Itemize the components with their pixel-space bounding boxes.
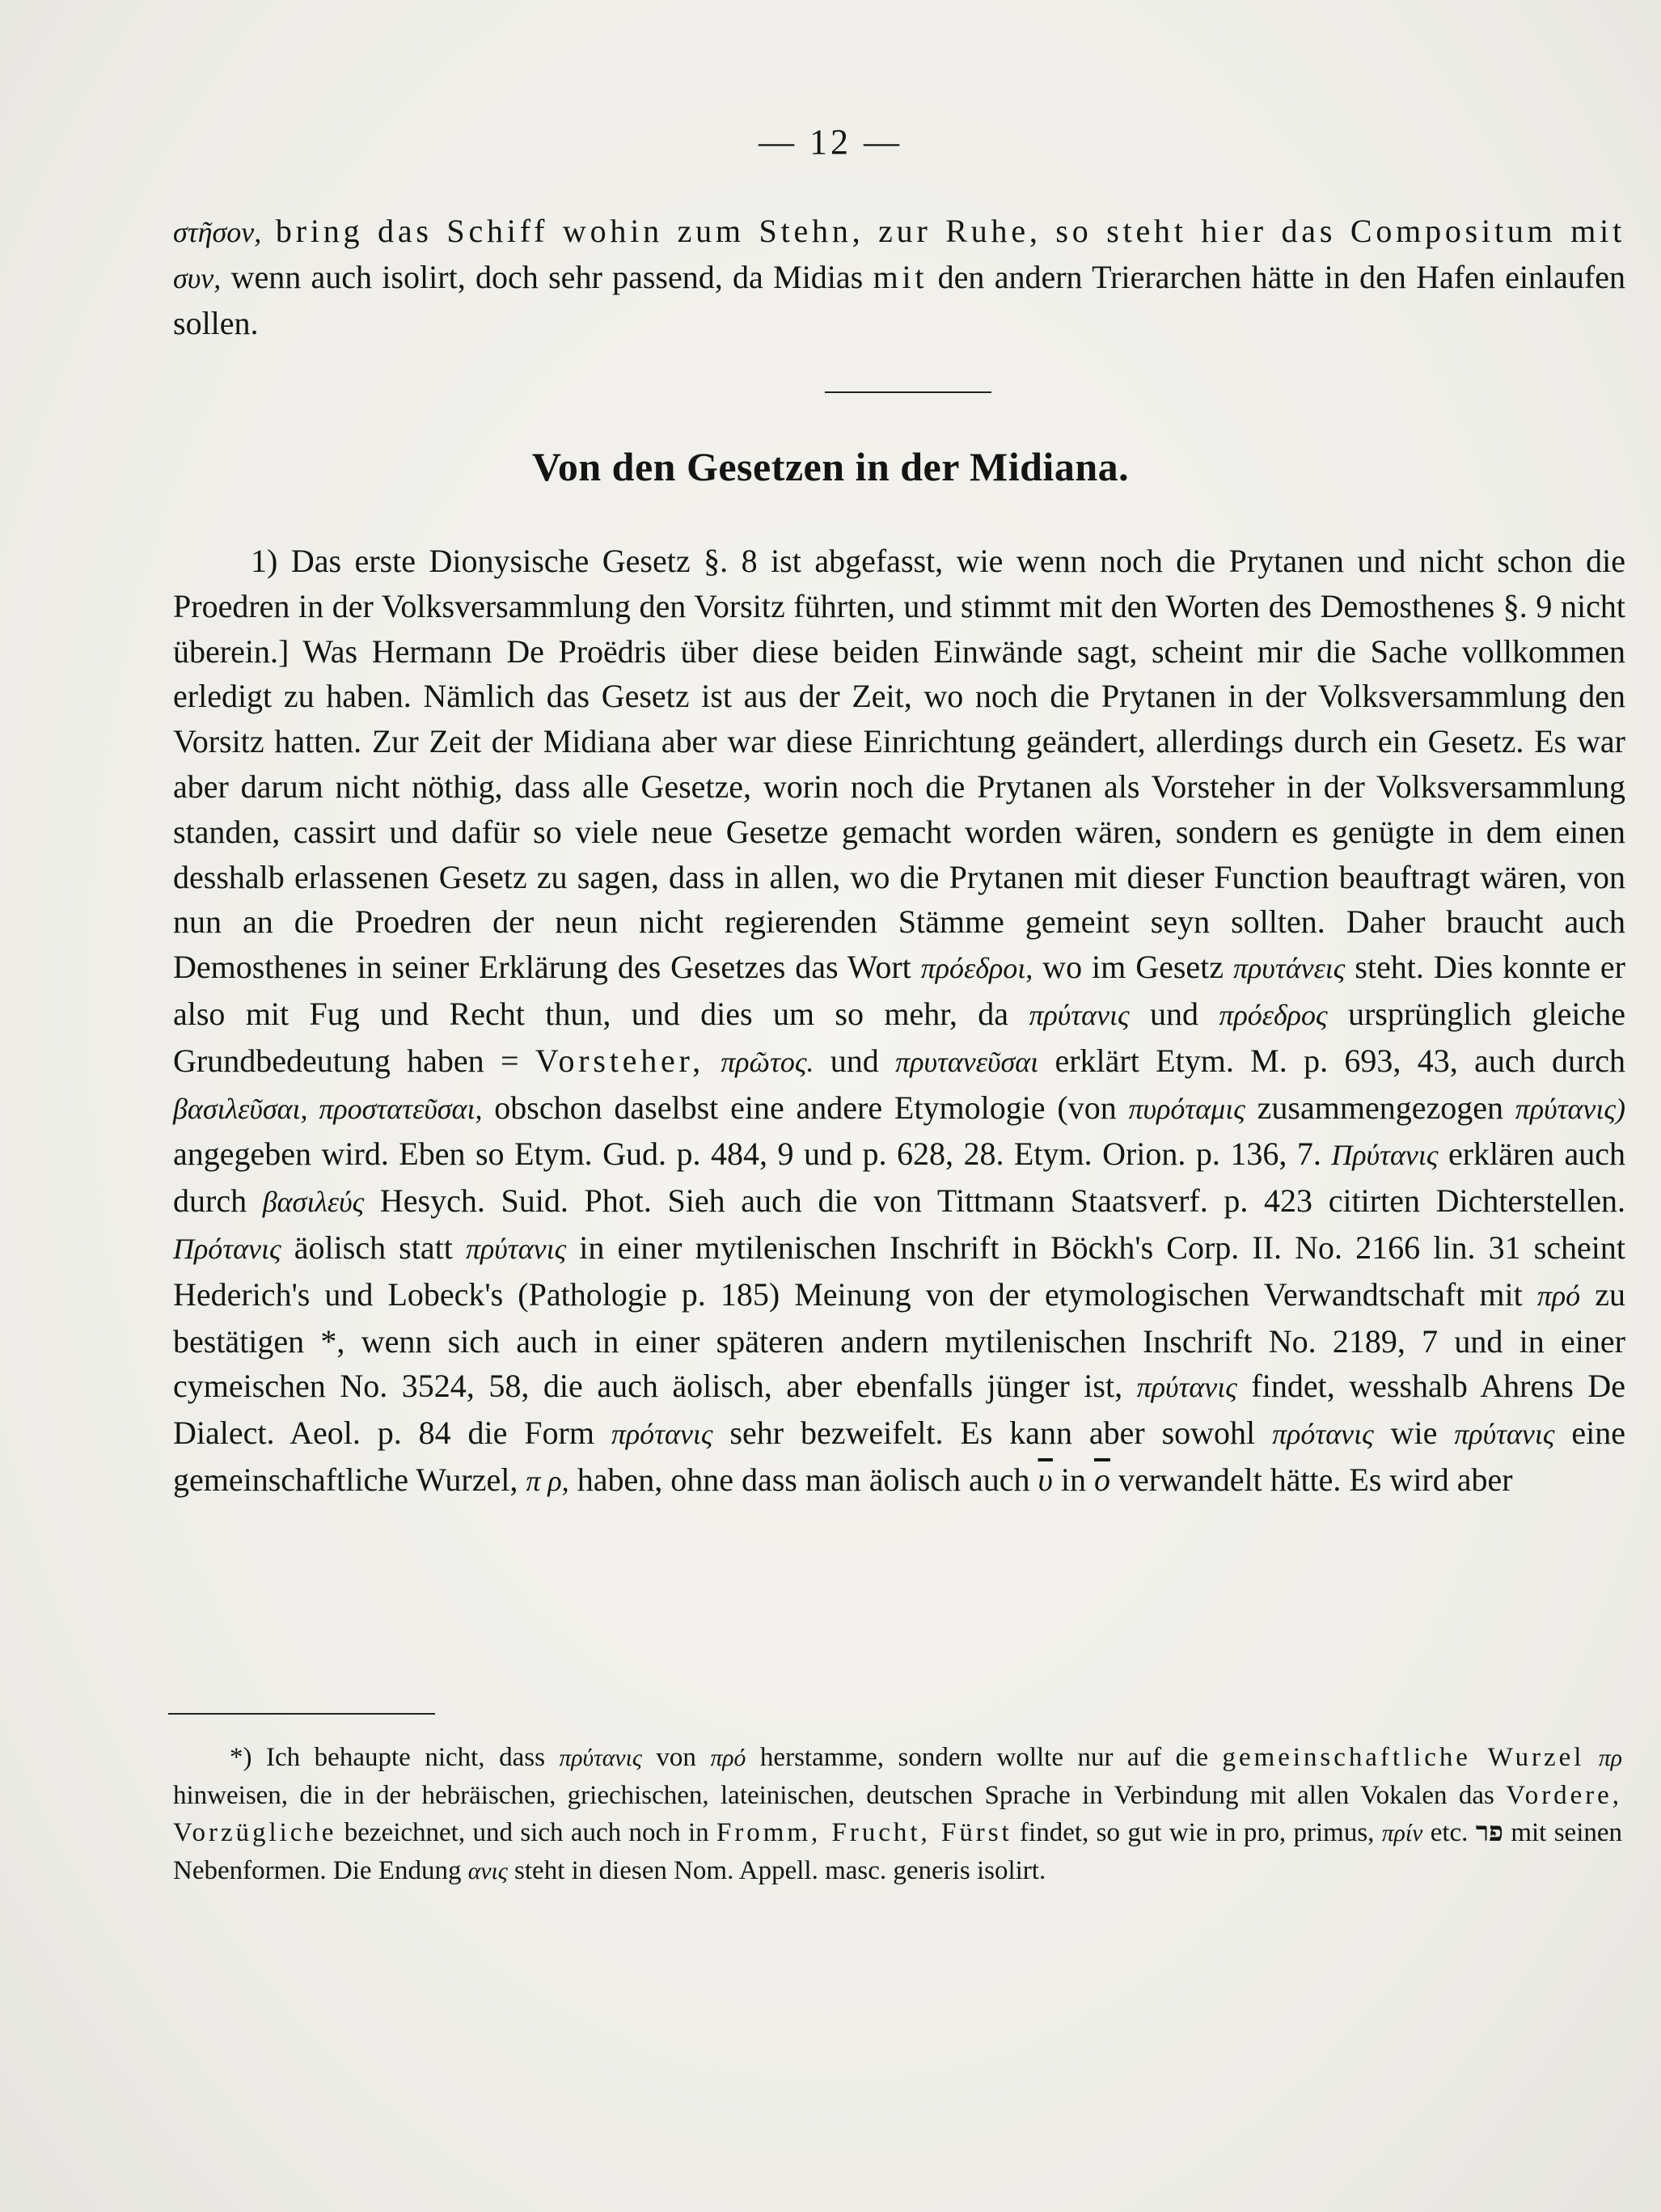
greek-word: πυρόταμις — [1128, 1092, 1245, 1125]
body-text: sehr bezweifelt. Es kann aber sowohl — [712, 1415, 1273, 1452]
greek-word: πρῶτος. — [721, 1045, 814, 1078]
greek-word: πρύτανις) — [1515, 1092, 1625, 1125]
intro-text: den andern Trierarchen hätte in den Hafen einlaufen sollen. — [173, 259, 1625, 341]
intro-text: bring das Schiff wohin zum Stehn, zur Ruhe, so steht hier das Compositum mit — [261, 213, 1625, 249]
overlined-letter: $\overline{o}$ — [1094, 1461, 1110, 1498]
greek-word: στῆσον, — [173, 216, 262, 248]
emphasis-word: Fromm, Frucht, Fürst — [716, 1818, 1012, 1847]
body-text: 1) Das erste Dionysische Gesetz §. 8 ist abgefasst, wie wenn noch die Prytanen und nicht schon die Proedren in der Volksversammlung den Vorsitz führten, und stimmt mit den Worten des Demosthenes §. 9 nicht überein.] Was Hermann De Proëdris über diese beiden Einwände sagt, scheint mir die Sache vollkommen erledigt zu haben. Nämlich das Gesetz ist aus der Zeit, wo noch die Prytanen in der Volksversammlung den Vorsitz hatten. Zur Zeit der Midiana aber war diese Einrichtung geändert, allerdings durch ein Gesetz. Es war aber darum nicht nöthig, dass alle Gesetze, worin noch die Prytanen als Vorsteher in der Volksversammlung standen, cassirt und dafür so viele neue Gesetze gemacht worden wären, sondern es genügte in dem einen desshalb erlassenen Gesetz zu sagen, dass in allen, wo die Prytanen mit dieser Function beauftragt wären, von nun an die Proedren der neun nicht regierenden Stämme gemeint seyn sollten. Daher braucht auch Demosthenes in seiner Erklärung des Gesetzes das Wort — [173, 543, 1625, 986]
body-text: findet, wesshalb Ahrens De Dialect. Aeol. p. 84 die Form — [173, 1368, 1625, 1452]
body-text: steht. Dies konnte er also mit Fug und Recht thun, und dies um so mehr, da — [173, 949, 1625, 1032]
greek-word: ανις — [467, 1859, 508, 1884]
body-text: zu bestätigen *, wenn sich auch in einer späteren andern mytilenischen Inschrift No. 2189, 7 und in einer cymeischen No. 3524, 58, die auch äolisch, aber ebenfalls jünger ist, — [173, 1275, 1625, 1405]
footnote-text: etc. — [1422, 1818, 1476, 1847]
body-text: zusammengezogen — [1245, 1089, 1515, 1126]
intro-text: wenn auch isolirt, doch sehr passend, da Midias — [221, 259, 873, 295]
body-text: eine gemeinschaftliche Wurzel, — [173, 1415, 1625, 1498]
body-text: in — [1052, 1461, 1094, 1498]
footnote-text: herstamme, sondern wollte nur auf die — [746, 1743, 1223, 1772]
body-text: erklärt Etym. M. p. 693, 43, auch durch — [1038, 1042, 1626, 1079]
greek-word: πρίν — [1381, 1821, 1423, 1846]
intro-paragraph — [173, 209, 1625, 345]
footnote-text: hinweisen, die in der hebräischen, griechischen, lateinischen, deutschen Sprache in Verbindung mit allen Vokalen das — [173, 1781, 1507, 1810]
greek-word: πρυτάνεις — [1232, 952, 1346, 985]
greek-word: Πρότανις — [173, 1232, 281, 1265]
greek-word: πρόεδροι, — [920, 952, 1033, 985]
footnote-text: mit seinen Nebenformen. Die Endung — [173, 1818, 1623, 1885]
greek-word: πρότανις — [1272, 1418, 1374, 1451]
emphasis-word: Vordere, Vorzügliche — [173, 1781, 1622, 1847]
greek-word: πρ — [1598, 1745, 1622, 1771]
greek-word: Πρύτανις — [1331, 1139, 1439, 1172]
body-text: angegeben wird. Eben so Etym. Gud. p. 484, 9 und p. 628, 28. Etym. Orion. p. 136, 7. — [173, 1136, 1332, 1173]
body-text: und — [1129, 995, 1219, 1032]
greek-word: πρύτανις — [559, 1745, 642, 1771]
body-text: verwandelt hätte. Es wird aber — [1110, 1461, 1513, 1498]
body-text: Hesych. Suid. Phot. Sieh auch die von Tittmann Staatsverf. p. 423 citirten Dichterstellen. — [364, 1182, 1625, 1220]
emphasis-word: gemeinschaftliche Wurzel — [1222, 1743, 1585, 1772]
greek-word: πρύτανις — [1029, 998, 1130, 1031]
body-text: wo im Gesetz — [1033, 949, 1233, 986]
body-text: in einer mytilenischen Inschrift in Böckh's Corp. II. No. 2166 lin. 31 scheint Hederich's und Lobeck's (Pathologie p. 185) Meinung von der etymologischen Verwandtschaft mit — [173, 1229, 1625, 1313]
section-divider — [825, 391, 991, 393]
footnote — [173, 1739, 1622, 1890]
body-text: obschon daselbst eine andere Etymologie (von — [482, 1089, 1129, 1126]
greek-word: πρύτανις — [1454, 1418, 1555, 1451]
greek-word: π ρ, — [526, 1464, 569, 1497]
body-paragraph — [173, 539, 1625, 1504]
overlined-letter: $\overline{\upsilon}$ — [1038, 1461, 1053, 1498]
greek-word: πρύτανις — [1136, 1371, 1237, 1404]
body-text: und — [814, 1042, 896, 1079]
greek-word: πρό — [1536, 1279, 1581, 1312]
body-text: wie — [1373, 1415, 1455, 1452]
greek-word: βασιλεῦσαι, προστατεῦσαι, — [173, 1092, 483, 1125]
hebrew-word: פר — [1475, 1818, 1503, 1847]
footnote-text: findet, so gut wie in pro, primus, — [1012, 1818, 1382, 1847]
greek-word: πρότανις — [611, 1418, 713, 1451]
body-text: haben, ohne dass man äolisch auch — [568, 1461, 1038, 1498]
body-text: äolisch statt — [281, 1229, 466, 1266]
body-text: erklären auch durch — [173, 1136, 1625, 1220]
greek-word: βασιλεύς — [262, 1186, 365, 1219]
greek-word: πρύτανις — [465, 1232, 567, 1265]
emphasis-word: Vorsteher, — [535, 1042, 704, 1079]
page-number: — 12 — — [759, 122, 902, 162]
footnote-text: *) Ich behaupte nicht, dass — [230, 1743, 560, 1772]
footnote-rule — [168, 1713, 435, 1715]
footnote-text: steht in diesen Nom. Appell. masc. generis isolirt. — [507, 1856, 1046, 1885]
greek-word: πρόεδρος — [1219, 998, 1328, 1031]
greek-word: πρυτανεῦσαι — [895, 1045, 1039, 1078]
footnote-text: von — [641, 1743, 711, 1772]
greek-word: συν, — [173, 262, 222, 294]
body-text: ursprünglich gleiche Grundbedeutung haben = — [173, 995, 1625, 1079]
footnote-text: bezeichnet, und sich auch noch in — [336, 1818, 717, 1847]
greek-word: πρό — [710, 1745, 746, 1771]
emphasis-word: mit — [873, 259, 928, 295]
section-heading: Von den Gesetzen in der Midiana. — [531, 444, 1130, 489]
